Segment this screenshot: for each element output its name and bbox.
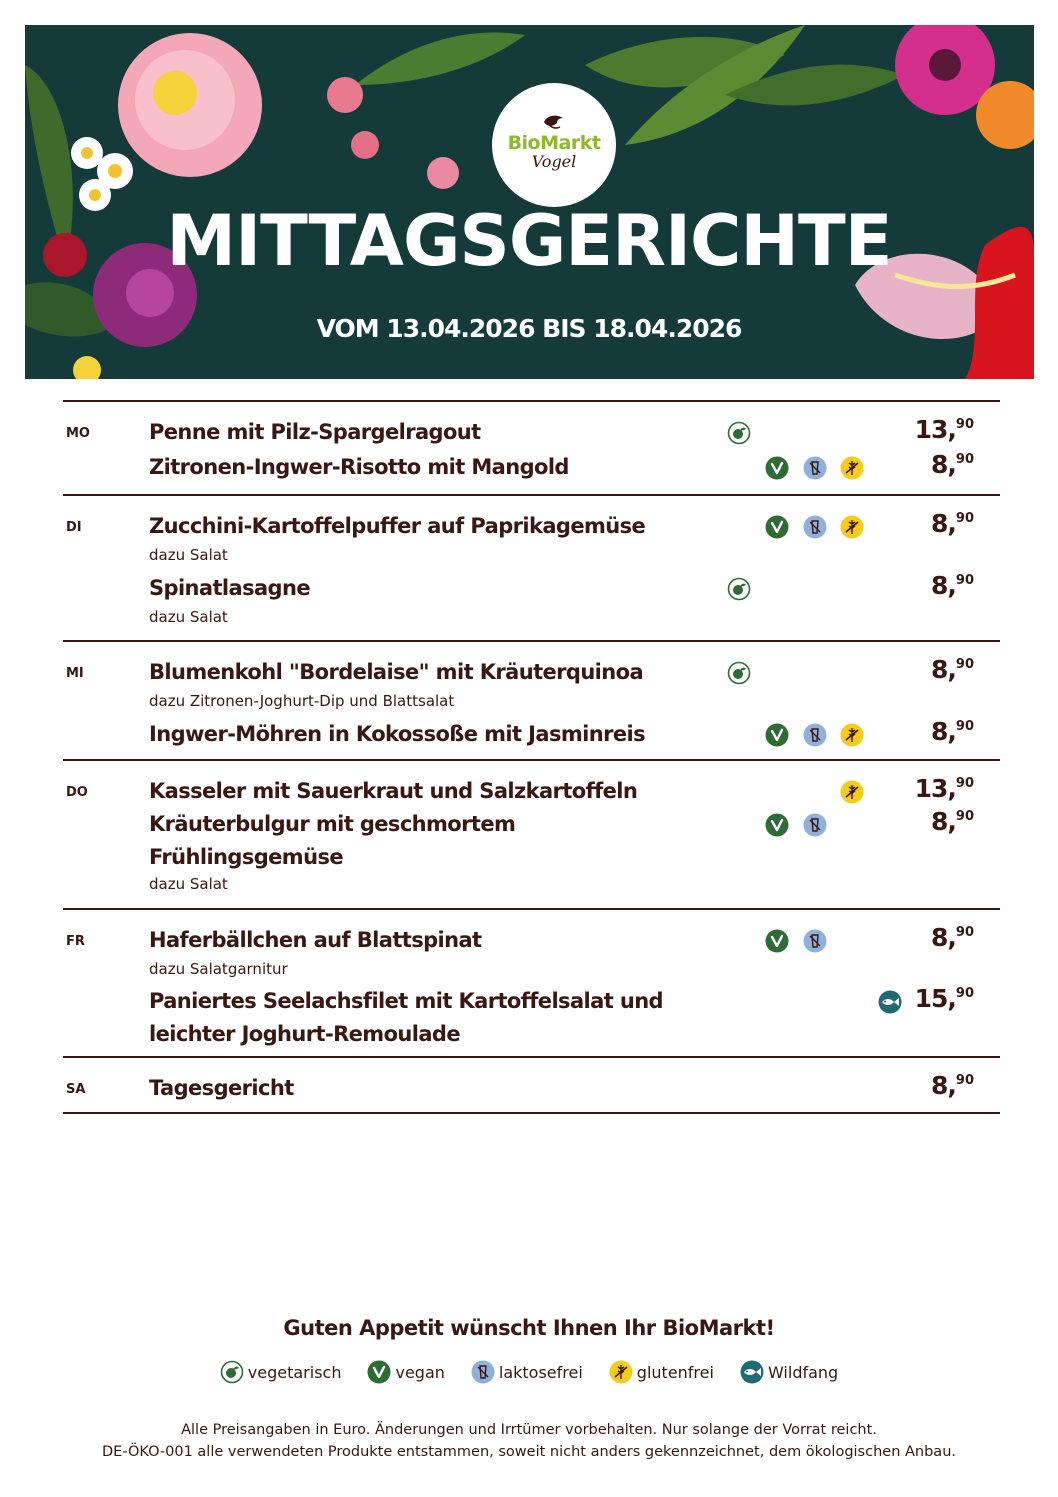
- laktosefrei-icon: [803, 515, 827, 539]
- vegan-icon: [765, 929, 789, 953]
- day-section-di: [63, 494, 1000, 640]
- vegetarisch-icon: [220, 1360, 244, 1384]
- vegetarisch-icon: [727, 661, 751, 685]
- wildfang-icon: [740, 1360, 764, 1384]
- day-section-sa: [63, 1056, 1000, 1114]
- menu-table: [63, 400, 1000, 1114]
- dish-side-note: dazu Salat: [149, 546, 228, 564]
- vegan-icon: [765, 456, 789, 480]
- legend-item-vegetarisch: [220, 1360, 342, 1384]
- legend-label: glutenfrei: [636, 1362, 714, 1382]
- dish-price: 13,90: [914, 415, 974, 444]
- glutenfrei-icon: [840, 456, 864, 480]
- dish-price: 8,90: [931, 923, 974, 952]
- dish-name: Zitronen-Ingwer-Risotto mit Mangold: [149, 455, 569, 479]
- organic-note: DE-ÖKO-001 alle verwendeten Produkte entstammen, soweit nicht anders gekennzeichnet, dem ökologischen Anbau.: [102, 1444, 956, 1460]
- biomarkt-logo: [492, 83, 616, 207]
- dish-side-note: dazu Salat: [149, 608, 228, 626]
- day-label: MI: [66, 666, 84, 681]
- day-label: MO: [66, 426, 90, 441]
- icon-legend: [0, 1360, 1058, 1384]
- laktosefrei-icon: [803, 929, 827, 953]
- logo-text-vogel: Vogel: [531, 151, 577, 171]
- day-label: FR: [66, 934, 85, 949]
- legend-label: vegan: [395, 1362, 445, 1382]
- day-label: DO: [66, 785, 88, 800]
- slogan: Guten Appetit wünscht Ihnen Ihr BioMarkt!: [283, 1316, 775, 1340]
- dish-name: Haferbällchen auf Blattspinat: [149, 928, 482, 952]
- dish-price: 8,90: [931, 655, 974, 684]
- glutenfrei-icon: [609, 1360, 633, 1384]
- day-section-do: [63, 759, 1000, 908]
- dish-name: Zucchini-Kartoffelpuffer auf Paprikagemüse: [149, 514, 646, 538]
- legend-label: laktosefrei: [498, 1362, 583, 1382]
- dish-price: 8,90: [931, 450, 974, 479]
- dish-name: Kasseler mit Sauerkraut und Salzkartoffeln: [149, 779, 638, 803]
- dish-name: Ingwer-Möhren in Kokossoße mit Jasminreis: [149, 722, 645, 746]
- dish-name: Kräuterbulgur mit geschmortem Frühlingsgemüse: [149, 812, 516, 869]
- price-note: Alle Preisangaben in Euro. Änderungen und Irrtümer vorbehalten. Nur solange der Vorrat reicht.: [181, 1422, 877, 1438]
- day-label: DI: [66, 520, 82, 535]
- dish-price: 13,90: [914, 774, 974, 803]
- legend-label: vegetarisch: [247, 1362, 342, 1382]
- legend-item-wildfang: [740, 1360, 838, 1384]
- dish-price: 8,90: [931, 717, 974, 746]
- dish-price: 15,90: [914, 984, 974, 1013]
- vegan-icon: [367, 1360, 391, 1384]
- legend-item-vegan: [367, 1360, 444, 1384]
- legend-label: Wildfang: [767, 1362, 839, 1382]
- day-section-fr: [63, 908, 1000, 1056]
- laktosefrei-icon: [803, 456, 827, 480]
- dish-price: 8,90: [931, 807, 974, 836]
- dish-price: 8,90: [931, 1071, 974, 1100]
- bird-icon: [541, 112, 567, 132]
- laktosefrei-icon: [803, 723, 827, 747]
- glutenfrei-icon: [840, 780, 864, 804]
- legend-item-glutenfrei: [609, 1360, 714, 1384]
- page-title: MITTAGSGERICHTE: [166, 200, 892, 282]
- day-label: SA: [66, 1082, 86, 1097]
- vegetarisch-icon: [727, 577, 751, 601]
- day-section-mo: [63, 400, 1000, 494]
- dish-price: 8,90: [931, 571, 974, 600]
- glutenfrei-icon: [840, 723, 864, 747]
- vegan-icon: [765, 515, 789, 539]
- legend-item-laktosefrei: [471, 1360, 583, 1384]
- dish-name: Penne mit Pilz-Spargelragout: [149, 420, 481, 444]
- vegan-icon: [765, 813, 789, 837]
- dish-name: Tagesgericht: [149, 1076, 294, 1100]
- dish-side-note: dazu Salat: [149, 875, 228, 893]
- logo-text-biomarkt: BioMarkt: [507, 131, 601, 154]
- dish-name: Spinatlasagne: [149, 576, 310, 600]
- date-range: VOM 13.04.2026 BIS 18.04.2026: [316, 314, 742, 343]
- glutenfrei-icon: [840, 515, 864, 539]
- laktosefrei-icon: [471, 1360, 495, 1384]
- laktosefrei-icon: [803, 813, 827, 837]
- dish-side-note: dazu Salatgarnitur: [149, 960, 288, 978]
- dish-side-note: dazu Zitronen-Joghurt-Dip und Blattsalat: [149, 692, 455, 710]
- dish-name: Blumenkohl "Bordelaise" mit Kräuterquinoa: [149, 660, 644, 684]
- dish-price: 8,90: [931, 509, 974, 538]
- vegan-icon: [765, 723, 789, 747]
- day-section-mi: [63, 640, 1000, 759]
- vegetarisch-icon: [727, 421, 751, 445]
- dish-name: Paniertes Seelachsfilet mit Kartoffelsalat und leichter Joghurt-Remoulade: [149, 989, 663, 1046]
